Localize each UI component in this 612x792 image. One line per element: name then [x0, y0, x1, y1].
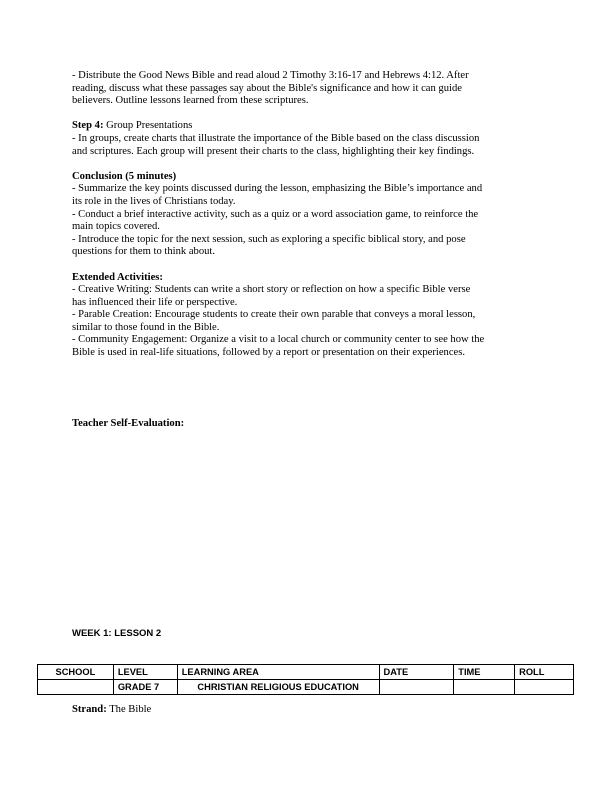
cell-roll — [515, 680, 574, 695]
extended-line: similar to those found in the Bible. — [72, 321, 220, 333]
strand-line — [72, 704, 151, 715]
lesson-body — [72, 70, 542, 360]
lesson-info-table — [37, 664, 574, 695]
extended-line: - Creative Writing: Students can write a short story or reflection on how a specific Bible verse — [72, 284, 471, 296]
strand-value: The Bible — [106, 704, 152, 715]
intro-line: - Distribute the Good News Bible and read aloud 2 Timothy 3:16-17 and Hebrews 4:12. After — [72, 70, 469, 81]
header-date: DATE — [379, 665, 454, 680]
table-header-row — [38, 665, 574, 680]
extended-line: has influenced their life or perspective. — [72, 296, 238, 308]
conclusion-line: - Summarize the key points discussed during the lesson, emphasizing the Bible’s importance and — [72, 183, 483, 195]
cell-level: GRADE 7 — [113, 680, 177, 695]
header-learning-area: LEARNING AREA — [177, 665, 379, 680]
week-lesson-label: WEEK 1: LESSON 2 — [72, 628, 162, 639]
conclusion-line: main topics covered. — [72, 221, 160, 233]
cell-learning-area: CHRISTIAN RELIGIOUS EDUCATION — [177, 680, 379, 695]
table-row — [38, 680, 574, 695]
strand-label: Strand: — [72, 704, 107, 715]
header-school: SCHOOL — [38, 665, 114, 680]
header-roll: ROLL — [515, 665, 574, 680]
conclusion-heading: Conclusion (5 minutes) — [72, 170, 177, 182]
intro-line: reading, discuss what these passages say about the Bible's significance and how it can guide — [72, 82, 462, 94]
step4-heading-line — [72, 120, 542, 133]
extended-heading: Extended Activities: — [72, 271, 163, 283]
conclusion-line: - Introduce the topic for the next session, such as exploring a specific biblical story, and pose — [72, 233, 466, 245]
conclusion-line: its role in the lives of Christians today. — [72, 195, 236, 207]
header-time: TIME — [454, 665, 515, 680]
intro-line: believers. Outline lessons learned from these scriptures. — [72, 95, 309, 107]
header-level: LEVEL — [113, 665, 177, 680]
conclusion-line: - Conduct a brief interactive activity, such as a quiz or a word association game, to reinforce the — [72, 208, 479, 220]
teacher-self-evaluation-heading: Teacher Self-Evaluation: — [72, 418, 185, 429]
extended-line: - Community Engagement: Organize a visit to a local church or community center to see how the — [72, 334, 485, 346]
extended-line: - Parable Creation: Encourage students to create their own parable that conveys a moral lesson, — [72, 309, 476, 321]
cell-date — [379, 680, 454, 695]
step4-line: and scriptures. Each group will present their charts to the class, highlighting their key findings. — [72, 145, 475, 157]
step4-heading: Step 4: — [72, 120, 104, 132]
cell-school — [38, 680, 114, 695]
step4-title: Group Presentations — [103, 120, 193, 132]
step4-line: - In groups, create charts that illustrate the importance of the Bible based on the class discussion — [72, 132, 480, 144]
cell-time — [454, 680, 515, 695]
conclusion-line: questions for them to think about. — [72, 246, 216, 258]
extended-line: Bible is used in real-life situations, followed by a report or presentation on their experiences. — [72, 347, 466, 359]
